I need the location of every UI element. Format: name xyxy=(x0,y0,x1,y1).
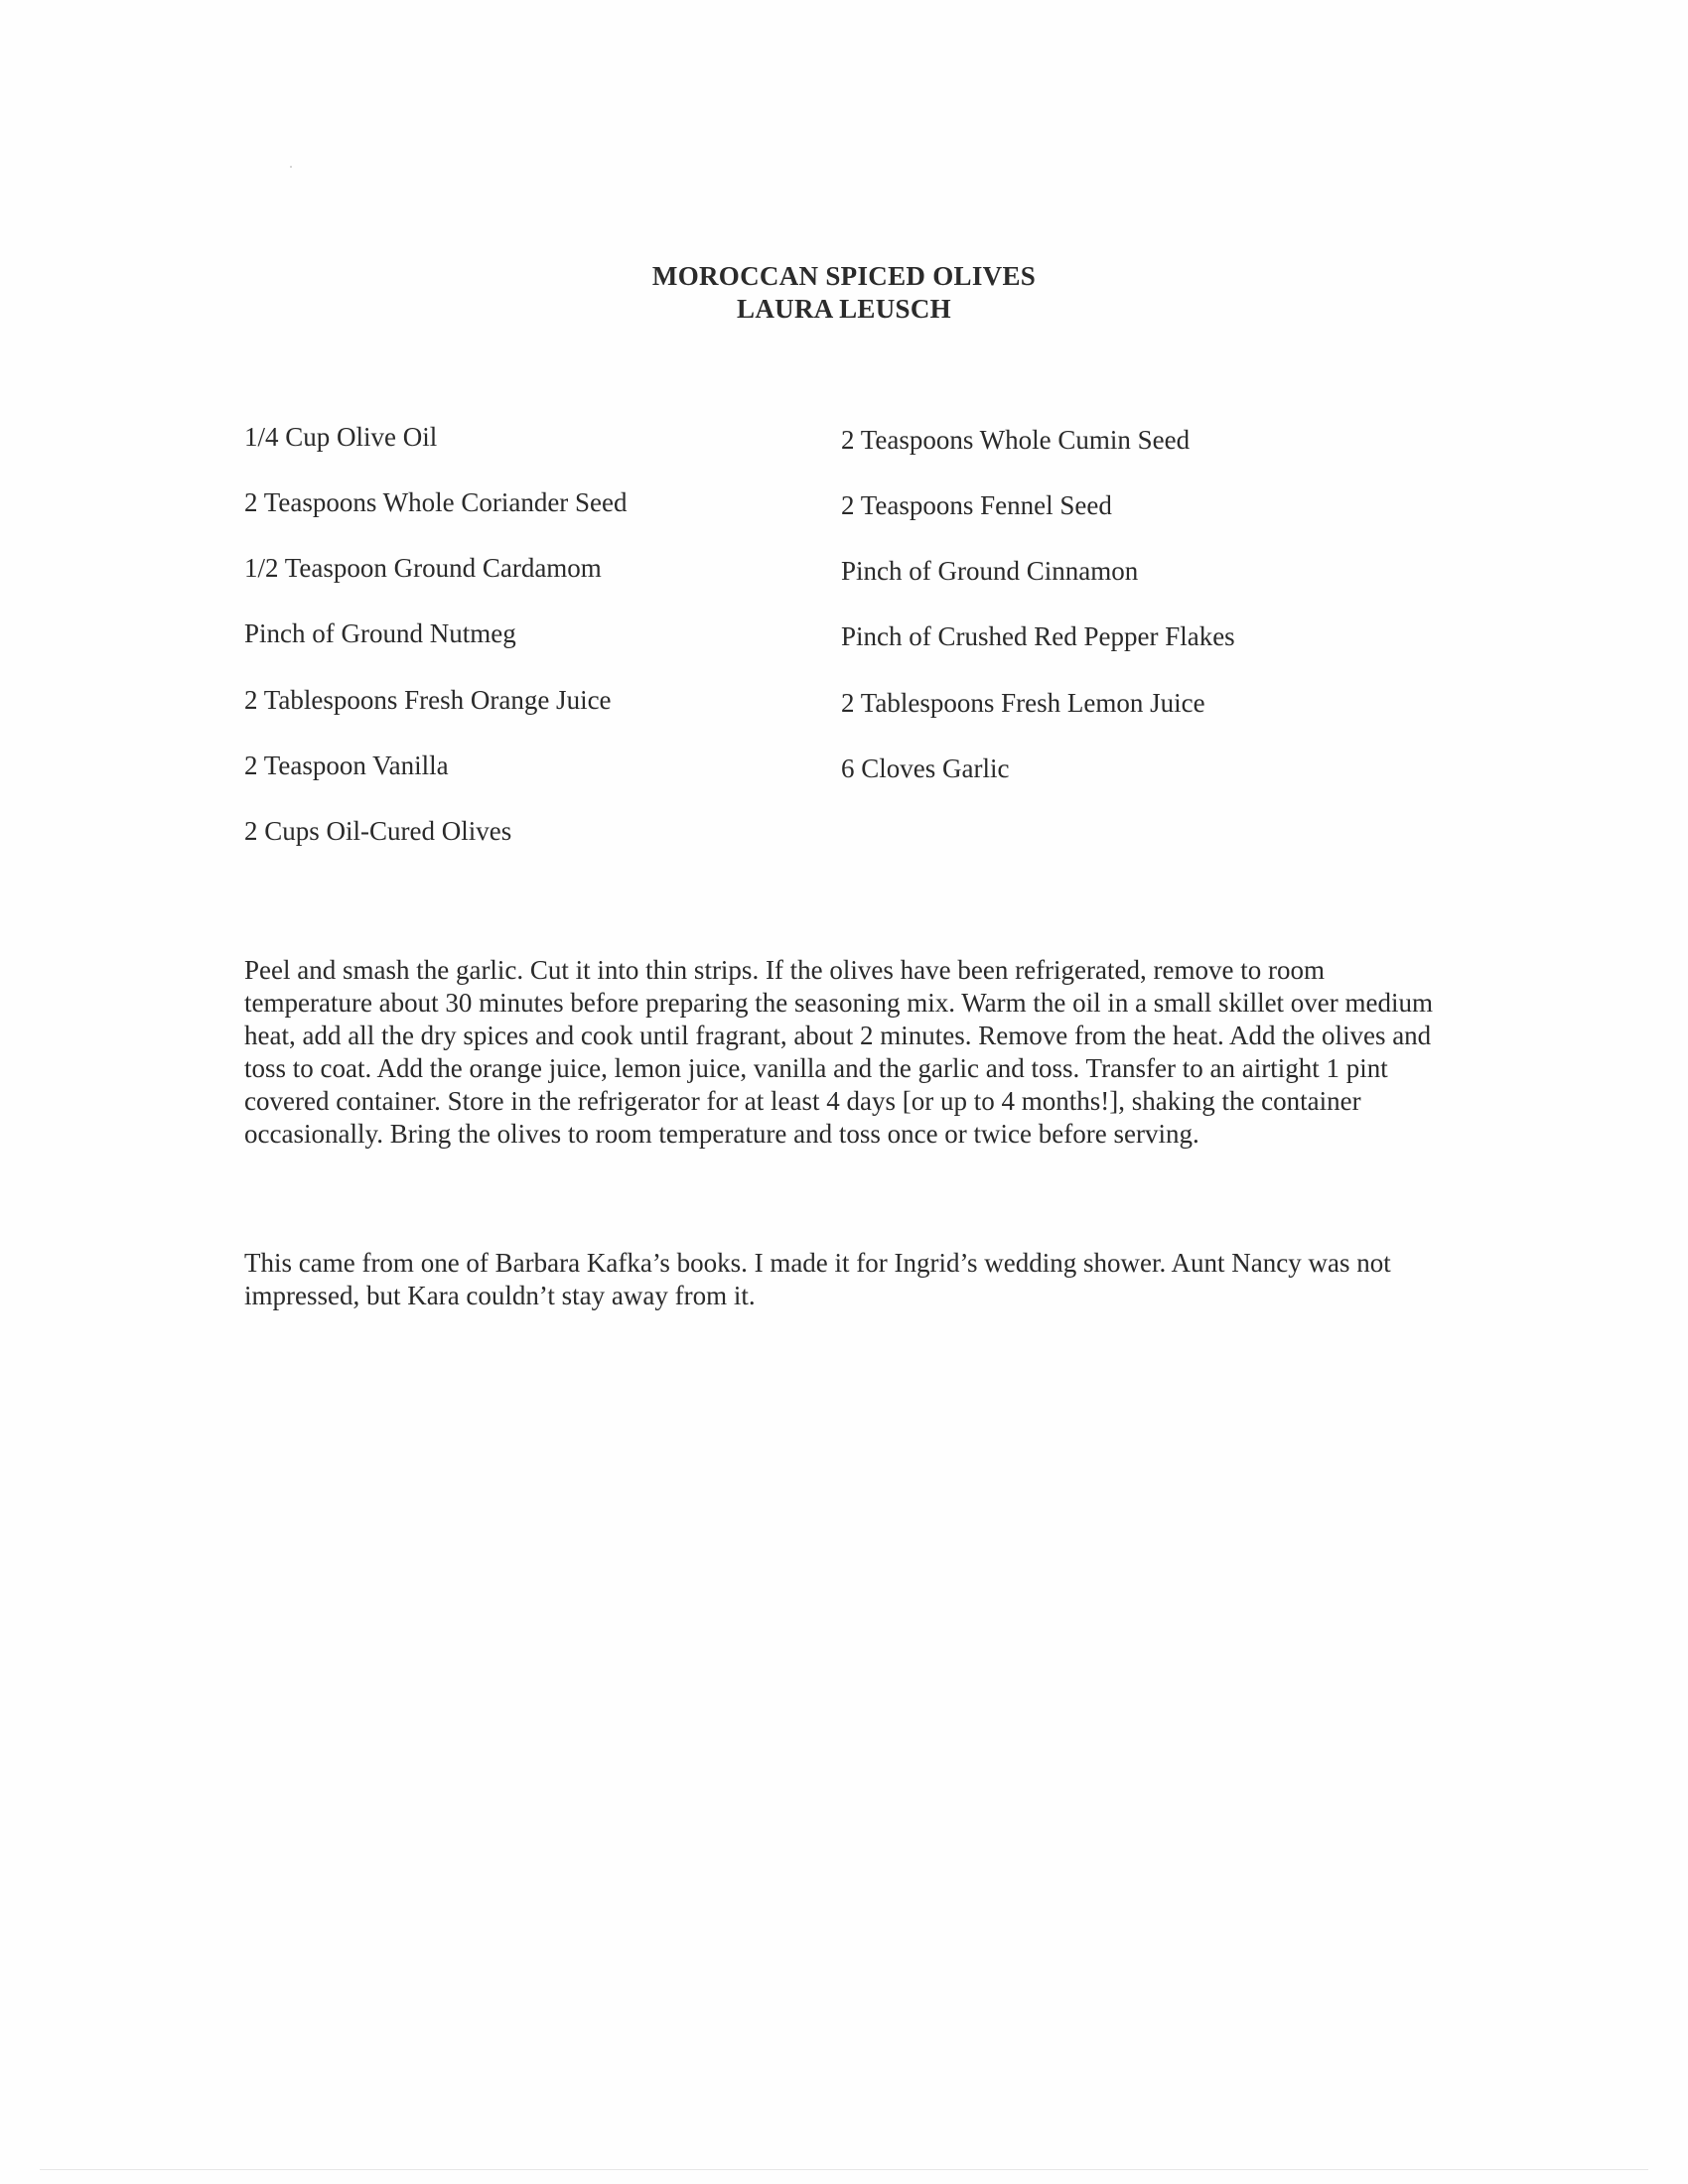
recipe-instructions: Peel and smash the garlic. Cut it into thin strips. If the olives have been refrigerated, remove to room temperature about 30 minutes before preparing the seasoning mix. Warm the oil in a small skillet over medium heat, add all the dry spices and cook until fragrant, about 2 minutes. Remove from the heat. Add the olives and toss to coat. Add the orange juice, lemon juice, vanilla and the garlic and toss. Transfer to an airtight 1 pint covered container. Store in the refrigerator for at least 4 days [or up to 4 months!], shaking the container occasionally. Bring the olives to room temperature and toss once or twice before serving. xyxy=(244,955,1434,1149)
ingredient-item: 2 Teaspoons Whole Coriander Seed xyxy=(244,487,628,517)
ingredient-item: 1/4 Cup Olive Oil xyxy=(244,422,438,452)
ingredient-item: 1/2 Teaspoon Ground Cardamom xyxy=(244,553,602,583)
scan-edge-line xyxy=(40,2169,1648,2170)
ingredient-item: Pinch of Ground Cinnamon xyxy=(841,556,1139,586)
recipe-author: LAURA LEUSCH xyxy=(737,294,951,324)
ingredient-item: 2 Tablespoons Fresh Lemon Juice xyxy=(841,688,1205,718)
ingredient-item: 2 Tablespoons Fresh Orange Juice xyxy=(244,685,612,715)
ingredient-item: Pinch of Ground Nutmeg xyxy=(244,618,516,648)
recipe-title: MOROCCAN SPICED OLIVES xyxy=(651,261,1037,291)
ingredient-item: 2 Teaspoons Fennel Seed xyxy=(841,490,1112,520)
ingredient-item: 2 Cups Oil-Cured Olives xyxy=(244,816,512,846)
ingredient-item: 2 Teaspoons Whole Cumin Seed xyxy=(841,425,1191,455)
ingredient-item: Pinch of Crushed Red Pepper Flakes xyxy=(841,621,1235,651)
ingredients-list xyxy=(0,0,1688,893)
ingredient-item: 6 Cloves Garlic xyxy=(841,753,1010,783)
recipe-note: This came from one of Barbara Kafka’s books. I made it for Ingrid’s wedding shower. Aunt Nancy was not impressed, but Kara couldn’t stay away from it. xyxy=(244,1248,1391,1310)
ingredient-item: 2 Teaspoon Vanilla xyxy=(244,751,449,780)
